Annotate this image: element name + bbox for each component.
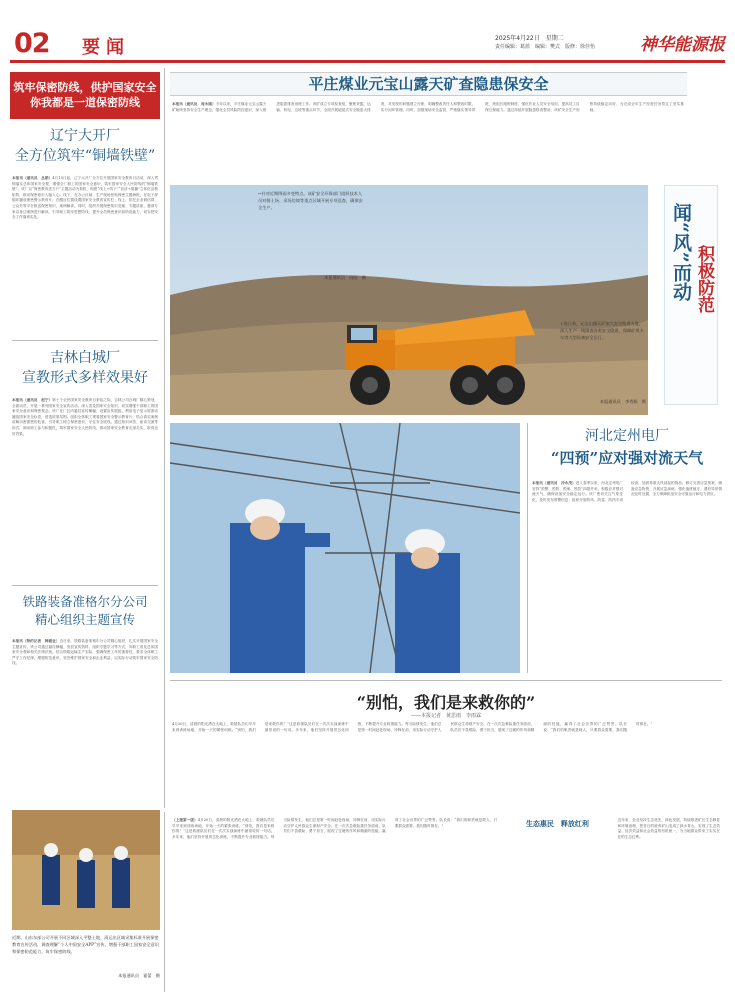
banner-line-one: 闻“风”而动 [670,203,692,301]
feature-byline: ——本报记者 黄思雨 李雨霖 [410,713,481,719]
photo-caption: ←针对近期降雨多变特点，该矿安全环保部门组织技术人员对排土场、采场边坡等重点区域开展专项巡查，确保安全生产。 [258,191,363,211]
title-line: 吉林白城厂 [50,350,120,366]
column-divider [164,68,165,808]
lead-body [172,102,684,176]
section-title: 要闻 [82,37,130,58]
issue-date [495,33,564,42]
byline: 本报讯（通讯员 冷永茂） [532,481,576,485]
banner-line2: 你我都是一道保密防线 [30,96,140,109]
header-rule [10,60,725,63]
weather-article [532,425,722,651]
article-railway [12,593,158,734]
worker-figure-2 [77,848,95,908]
article-body [12,176,158,329]
article-liaoning [12,126,158,329]
body-text: 近日来，铁路装备准格尔分公司精心组织，扎实开展国家安全主题宣传。该公司通过悬挂横幅、发放宣传资料、组织专题学习等方式，向职工普及总体国家安全观和相关法律法规。结合铁路运输生产实际，强调保密工作的重要性，要求全体职工严守工作纪律，增强防范意识，坚决维护国家安全和企业利益，以实际行动筑牢国家安全防线。 [12,639,158,666]
column-divider [527,423,528,673]
byline: 本报讯（通讯员 周永刚） [172,102,216,106]
banner-line1: 筑牢保密防线，供护国家安全 [13,81,157,94]
page-number: 02 [14,28,50,59]
title-line: 铁路装备准格尔分公司 [22,594,148,609]
editor-line: 责任编辑：葛蓝 编辑：樊式 版修：徐佳怡 [495,44,596,50]
feature-continued [172,818,720,988]
side-caption: ↓连日来，元宝山露天矿加大安全检查力度，深入生产一线排查各类安全隐患，保障矿用卡车等大型设备安全运行。 [560,321,644,341]
workers-photo [170,423,520,673]
title-line: 河北定州电厂 [585,428,669,444]
article-body [12,398,158,563]
banner-line-two: 积极防范 [694,245,714,313]
divider [170,680,722,681]
body-text: 进入春季以来，河北定州电厂坚持“预警、预防、预案、预控”四措并举，积极应对强对流天气，确保设备安全稳定运行。该厂密切关注气象变化，及时发布预警信息；组织开展防风、防雷、防汛专项检查，加固易被大风刮起的物品；修订完善应急预案，储备应急物资，开展应急演练；强化值班值守，遇有异常情况及时处置，全力保障机组安全可靠运行和电力供应。 [532,481,722,502]
photo-credit: 本报通讯员 向阳 摄 [324,275,366,280]
bottom-photo-credit: 本报通讯员 霍蕾 摄 [118,973,160,978]
workers-illustration [170,423,520,673]
byline: 本报讯（通讯员 赵宁） [12,398,53,402]
body-text: 第十个全民国家安全教育日来临之际，吉林公司白城厂精心策划，全面动员，开展一系列国家安全宣传活动，深入普及国家安全知识，切实增强干部职工的国家安全意识和保密观念。该厂在厂区内悬挂宣传横幅，设置宣传展板，利用电子显示屏滚动播放国家安全标语，营造浓厚氛围。组织全体职工观看国家安全警示教育片，结合真实案例讲解窃密泄密的危害，引导职工树立保密意识，守住安全底线。通过知识问答、座谈交流等形式，调动职工参与积极性，筑牢国家安全人民防线，推动国家安全教育走深走实，取得良好效果。 [12,398,158,436]
divider [12,340,158,341]
photo-caption-box [258,190,366,288]
feature-body-part: 4月20日，清晨的阳光洒在大地上，救援队员们早早来到训练场地，开始一天的紧张训练。“别怕，我们是来救你的！”这是救援队员们在一次次实战演练中最常说的一句话。多年来，他们坚持开展常态化训练，不断提升专业救援能力。每当险情发生，他们总是第一时间赶赴现场，冲锋在前，用实际行动守护人民群众生命财产安全。在一次次急难险重任务面前，队员们不畏艰险、勇于担当，展现了过硬的作风和精湛的技能，赢得了社会各界的广泛赞誉。队长说：“我们的职责就是救人，只要群众需要，我们随时都在。” [172,818,498,839]
title-line: 辽宁大开厂 [50,128,120,144]
inspection-illustration [12,810,160,930]
title-line: 全方位筑牢“铜墙铁壁” [14,148,156,164]
masthead-logo: 神华能源报 [640,35,725,55]
feature-title: “别怕，我们是来救你的” [356,693,536,712]
body-text: 4月15日起，辽宁大开厂全方位开展国家安全教育月活动，深入贯彻落实总体国家安全观，增强全厂职工的国家安全意识，筑牢国家安全人民防线的“铜墙铁壁”。该厂以“保密教育进万户”主题活动为契机，构建“线上+线下”“宣讲+展播”立体化宣教矩阵，推动保密意识入脑入心。线下，在办公区域、生产现场张贴保密主题海报，在电子屏循环播放保密警示教育片，在醒目位置设置国家安全教育宣传栏；线上，依托企业微信群、公众号等平台推送保密知识、案例解读。同时，组织开展保密知识竞赛、专题讲座，邀请专家以身边案例进行解读，引导职工筑牢思想防线，提升全员保密意识和防范能力，切实把安全工作落到实处。 [12,176,158,220]
inspection-photo [12,810,160,930]
article-title [532,425,722,469]
title-line: 宣教形式多样效果好 [22,370,148,386]
title-line: “四预”应对强对流天气 [550,449,704,467]
side-caption-box [560,320,646,415]
article-title [12,593,158,629]
article-title [12,126,158,166]
security-banner [10,72,160,119]
bottom-photo-caption: 近期，山东东部公司开展不同区域深入平整土地、清运出区域采集标准开展保密教育宣传活动，调查理解“个人中国安全APP”宣传，增强干部职工国家安全意识和保密防范能力，筑牢保密防线。 [12,935,159,955]
article-body [12,639,158,734]
worker-figure-1 [42,843,60,905]
date-text: 2025年4月22日 [495,35,540,42]
vertical-banner [660,185,722,415]
side-credit: 本报通讯员 李秀娟 摄 [599,399,646,404]
article-body [532,481,722,651]
worker-figure-3 [112,846,130,908]
article-title [12,348,158,388]
lead-title: 平庄煤业元宝山露天矿查隐患保安全 [308,75,549,93]
title-line: 精心组织主题宣传 [34,612,135,627]
bottom-photo-caption-box [12,934,160,979]
feature-subheading: 生态惠民 释放红利 [525,819,589,828]
feature-body: 4月20日，清晨的阳光洒在大地上，救援队员们早早来到训练场地，开始一天的紧张训练。“别怕，我们是来救你的！”这是救援队员们在一次次实战演练中最常说的一句话。多年来，他们坚持开展常态化训练，不断提升专业救援能力。每当险情发生，他们总是第一时间赶赴现场，冲锋在前，用实际行动守护人民群众生命财产安全。在一次次急难险重任务面前，队员们不畏艰险、勇于担当，展现了过硬的作风和精湛的技能，赢得了社会各界的广泛赞誉。队长说：“我们的职责就是救人，只要群众需要，我们随时都在。” [172,722,653,732]
body-text: 今年以来，平庄煤业元宝山露天矿始终坚持安全生产理念，强化全员风险防控意识，深入推进隐患排查治理工作。该矿成立专项检查组，聚焦采掘、运输、机电、边坡等重点环节，全面开展地毯式安全隐患大排查，对发现的问题建立台账，明确整改责任人和整改时限，实行闭环管理。同时，加强现场安全监管，严格落实领导带班、班组长跟班制度，强化作业人员安全培训，提高员工自保互保能力。通过持续开展隐患排查整治，该矿安全生产形势持续稳定向好，为完成全年生产经营任务奠定了坚实基础。 [172,102,684,112]
byline: 本报讯（通讯员 丛皓） [12,176,53,180]
weekday-text: 星期二 [545,35,564,42]
article-jilin [12,348,158,563]
byline: 本报讯（特约记者 韩建业） [12,639,60,643]
continued-note: （上接第一版） [172,818,198,822]
feature-body-part2: 近年来，企业坚持生态优先、绿色发展，持续推进矿区生态修复和环境治理，把昔日的废弃矿山变成了绿水青山，实现了生态效益、经济效益和社会效益的有机统一，为当地群众带来了实实在在的生态红利。 [617,818,720,839]
divider [12,585,158,586]
column-divider [164,812,165,992]
